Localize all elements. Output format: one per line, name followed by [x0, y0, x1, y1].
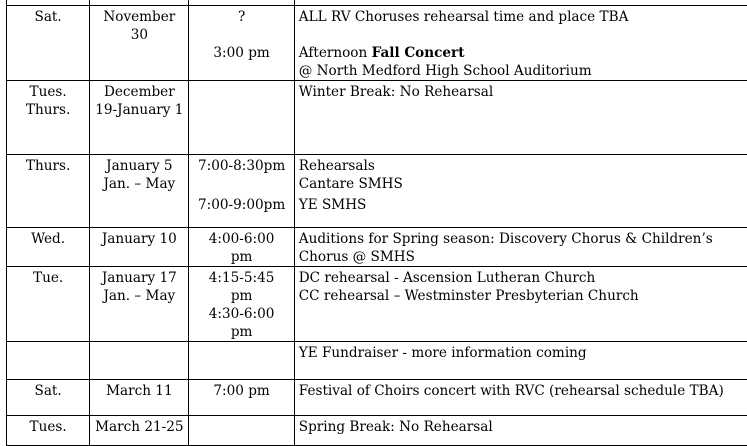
- time-line: pm: [193, 323, 289, 341]
- date-line: January 17: [94, 269, 184, 287]
- day-label: Sat.: [11, 8, 85, 26]
- description-line: DC rehearsal - Ascension Lutheran Church: [299, 269, 747, 287]
- time-cell: [189, 267, 294, 342]
- time-line: 4:00-6:00: [193, 230, 289, 248]
- day-label: Sat.: [11, 382, 85, 400]
- time-cell: [189, 81, 294, 155]
- date-line: January 5: [94, 157, 184, 175]
- description-cell: [294, 416, 747, 446]
- day-cell: [7, 342, 90, 380]
- date-line: 19-January 1: [94, 101, 184, 119]
- time-line: 3:00 pm: [193, 44, 289, 62]
- date-line: March 11: [94, 382, 184, 400]
- description-line: ALL RV Choruses rehearsal time and place TBA: [299, 8, 747, 26]
- description-cell: [294, 6, 747, 81]
- time-line: pm: [193, 248, 289, 266]
- date-cell: [90, 155, 189, 228]
- day-cell: [7, 380, 90, 416]
- time-line: 7:00-8:30pm: [193, 157, 289, 175]
- description-line: CC rehearsal – Westminster Presbyterian Church: [299, 287, 747, 305]
- description-cell: [294, 155, 747, 228]
- time-line: 4:15-5:45: [193, 269, 289, 287]
- table-row: [7, 267, 747, 342]
- date-cell: [90, 342, 189, 380]
- time-cell: [189, 155, 294, 228]
- time-cell: [189, 380, 294, 416]
- date-line: Jan. – May: [94, 175, 184, 193]
- table-row: [7, 155, 747, 228]
- day-cell: [7, 6, 90, 81]
- description-cell: [294, 267, 747, 342]
- day-label: Tues.: [11, 418, 85, 436]
- time-cell: [189, 228, 294, 267]
- day-cell: [7, 267, 90, 342]
- table-row: [7, 416, 747, 446]
- day-label: Tue.: [11, 269, 85, 287]
- time-line: ?: [193, 8, 289, 26]
- date-line: November: [94, 8, 184, 26]
- time-line: 4:30-6:00: [193, 305, 289, 323]
- description-line: Auditions for Spring season: Discovery Chorus & Children’s Chorus @ SMHS: [299, 230, 747, 266]
- date-cell: [90, 416, 189, 446]
- description-cell: [294, 380, 747, 416]
- schedule-table: [6, 0, 747, 446]
- table-row: [7, 380, 747, 416]
- date-line: December: [94, 83, 184, 101]
- description-cell: [294, 342, 747, 380]
- time-cell: [189, 342, 294, 380]
- table-row: [7, 6, 747, 81]
- description-line: [299, 44, 747, 62]
- description-text: Afternoon: [299, 45, 372, 61]
- day-label: Thurs.: [11, 101, 85, 119]
- description-line: Cantare SMHS: [299, 175, 747, 193]
- description-cell: [294, 228, 747, 267]
- day-cell: [7, 155, 90, 228]
- day-label: Tues.: [11, 83, 85, 101]
- date-line: Jan. – May: [94, 287, 184, 305]
- day-label: Wed.: [11, 230, 85, 248]
- table-row: [7, 81, 747, 155]
- date-cell: [90, 380, 189, 416]
- description-line: Spring Break: No Rehearsal: [299, 418, 747, 436]
- day-cell: [7, 81, 90, 155]
- date-line: 30: [94, 26, 184, 44]
- date-cell: [90, 267, 189, 342]
- concert-title: Fall Concert: [372, 45, 465, 61]
- date-line: March 21-25: [94, 418, 184, 436]
- time-line: pm: [193, 287, 289, 305]
- description-line: @ North Medford High School Auditorium: [299, 62, 747, 80]
- description-line: Rehearsals: [299, 157, 747, 175]
- day-label: Thurs.: [11, 157, 85, 175]
- day-cell: [7, 416, 90, 446]
- time-line: 7:00 pm: [193, 382, 289, 400]
- time-cell: [189, 6, 294, 81]
- date-cell: [90, 228, 189, 267]
- date-cell: [90, 81, 189, 155]
- date-cell: [90, 6, 189, 81]
- description-line: YE Fundraiser - more information coming: [299, 344, 747, 362]
- date-line: January 10: [94, 230, 184, 248]
- day-cell: [7, 228, 90, 267]
- time-line: 7:00-9:00pm: [193, 196, 289, 214]
- description-line: YE SMHS: [299, 196, 747, 214]
- table-row: [7, 342, 747, 380]
- description-line: Festival of Choirs concert with RVC (rehearsal schedule TBA): [299, 382, 747, 400]
- description-line: Winter Break: No Rehearsal: [299, 83, 747, 101]
- table-row: [7, 228, 747, 267]
- time-cell: [189, 416, 294, 446]
- description-cell: [294, 81, 747, 155]
